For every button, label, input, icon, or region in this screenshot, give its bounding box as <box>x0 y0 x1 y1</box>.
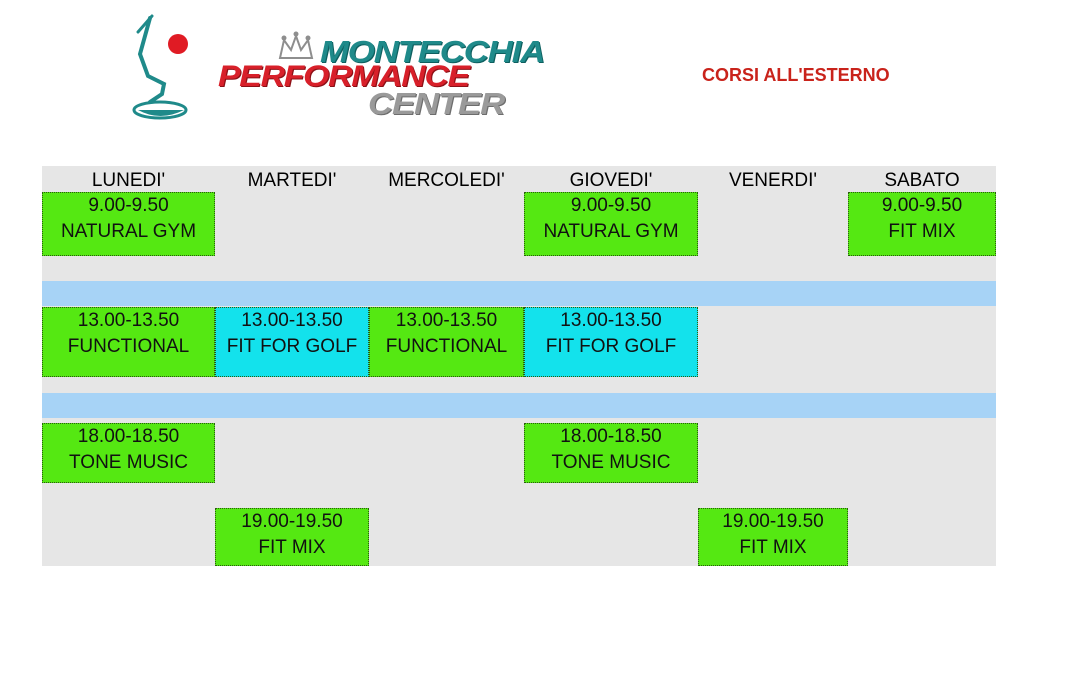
course-name: NATURAL GYM <box>543 221 679 242</box>
course-name: TONE MUSIC <box>551 452 671 473</box>
course-slot <box>215 508 369 566</box>
day-header: SABATO <box>884 170 960 191</box>
course-slot <box>524 192 698 256</box>
day-header: GIOVEDI' <box>569 170 653 191</box>
course-slot <box>42 423 215 483</box>
montecchia-logo <box>128 14 568 126</box>
separator-band <box>42 393 996 418</box>
logo-line-3: CENTER <box>368 86 505 121</box>
course-slot <box>42 192 215 256</box>
course-time: 13.00-13.50 <box>241 310 343 331</box>
course-name: FIT MIX <box>888 221 956 242</box>
separator-band <box>42 281 996 306</box>
course-time: 13.00-13.50 <box>77 310 180 331</box>
day-header: MARTEDI' <box>247 170 337 191</box>
schedule-grid <box>42 166 996 566</box>
course-time: 18.00-18.50 <box>77 426 180 447</box>
course-name: NATURAL GYM <box>60 221 197 242</box>
course-name: FUNCTIONAL <box>385 336 508 357</box>
course-slot <box>524 423 698 483</box>
course-time: 13.00-13.50 <box>560 310 662 331</box>
logo-line-2: PERFORMANCE <box>218 60 469 93</box>
course-time: 9.00-9.50 <box>881 195 963 216</box>
course-name: FIT FOR GOLF <box>545 336 677 357</box>
course-time: 13.00-13.50 <box>395 310 498 331</box>
course-name: TONE MUSIC <box>69 452 188 473</box>
course-slot <box>698 508 848 566</box>
course-time: 18.00-18.50 <box>560 426 662 447</box>
course-name: FIT MIX <box>739 537 807 558</box>
course-slot <box>42 307 215 377</box>
course-time: 9.00-9.50 <box>570 195 652 216</box>
course-slot <box>369 307 524 377</box>
course-time: 19.00-19.50 <box>722 511 824 532</box>
course-slot <box>848 192 996 256</box>
course-name: FIT FOR GOLF <box>226 336 358 357</box>
course-name: FIT MIX <box>258 537 326 558</box>
course-slot <box>524 307 698 377</box>
course-slot <box>215 307 369 377</box>
logo-line-1: MONTECCHIA <box>320 34 545 69</box>
course-time: 9.00-9.50 <box>88 195 169 216</box>
course-time: 19.00-19.50 <box>241 511 343 532</box>
page-title: CORSI ALL'ESTERNO <box>702 65 890 85</box>
day-header: VENERDI' <box>728 170 818 191</box>
course-name: FUNCTIONAL <box>67 336 190 357</box>
day-header: MERCOLEDI' <box>388 170 505 191</box>
day-header: LUNEDI' <box>91 170 166 191</box>
